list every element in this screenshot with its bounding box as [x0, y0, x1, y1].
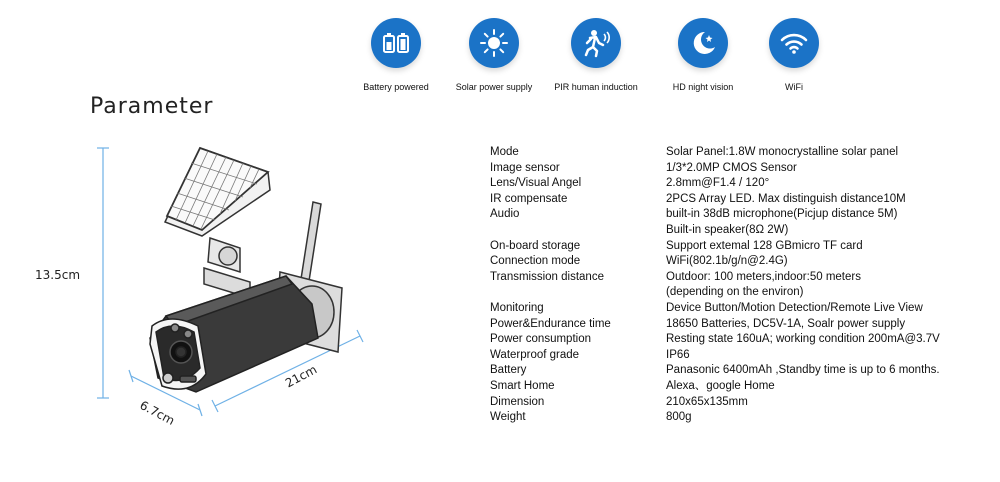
page-title: Parameter [90, 94, 214, 119]
spec-row-battery [490, 363, 990, 379]
spec-row-storage [490, 239, 990, 255]
spec-value: 1/3*2.0MP CMOS Sensor [666, 161, 797, 174]
spec-row-lens [490, 176, 990, 192]
spec-key: Connection mode [490, 255, 581, 268]
wifi-icon [769, 18, 819, 68]
spec-key: Weight [490, 411, 526, 424]
spec-row-power-consumption [490, 332, 990, 348]
spec-key: Waterproof grade [490, 348, 580, 361]
spec-row-mode [490, 145, 990, 161]
feature-icons-row [0, 0, 1000, 100]
moon-icon [678, 18, 728, 68]
spec-key: Dimension [490, 395, 545, 408]
feature-label: Battery powered [363, 82, 429, 92]
spec-key: Monitoring [490, 301, 544, 314]
feature-label: HD night vision [672, 82, 734, 92]
spec-key: Power consumption [490, 333, 591, 346]
camera-illustration [80, 130, 380, 430]
spec-value: 2PCS Array LED. Max distinguish distance10M [666, 192, 906, 205]
length-dimension-label: 21cm [283, 362, 320, 391]
spec-value: 18650 Batteries, DC5V-1A, Soalr power supply [666, 317, 906, 330]
spec-key: Audio [490, 208, 520, 221]
feature-wifi [734, 18, 854, 92]
spec-value: (depending on the environ) [666, 286, 804, 299]
spec-row-waterproof [490, 348, 990, 364]
spec-key: Image sensor [490, 161, 560, 174]
spec-key: Smart Home [490, 379, 555, 392]
spec-row-audio [490, 207, 990, 223]
spec-value: IP66 [666, 348, 690, 361]
spec-value: Outdoor: 100 meters,indoor:50 meters [666, 270, 861, 283]
spec-key: Battery [490, 364, 527, 377]
spec-value: built-in 38dB microphone(Picjup distance 5M) [666, 208, 898, 221]
spec-row-connection [490, 254, 990, 270]
battery-icon [371, 18, 421, 68]
spec-row-image-sensor [490, 161, 990, 177]
spec-row-monitoring [490, 301, 990, 317]
spec-value: Alexa、google Home [666, 379, 775, 392]
spec-row-transmission-continued [490, 285, 990, 301]
spec-value: Panasonic 6400mAh ,Standby time is up to 6 months. [666, 364, 940, 377]
spec-key: IR compensate [490, 192, 568, 205]
feature-pir [536, 18, 656, 92]
spec-key: Transmission distance [490, 270, 604, 283]
spec-value: 800g [666, 411, 692, 424]
height-dimension-line [97, 148, 109, 398]
spec-value: Device Button/Motion Detection/Remote Live View [666, 301, 923, 314]
spec-value: Support extemal 128 GBmicro TF card [666, 239, 863, 252]
spec-value: Solar Panel:1.8W monocrystalline solar panel [666, 146, 899, 158]
spec-value: 2.8mm@F1.4 / 120° [666, 177, 770, 190]
pir-motion-icon [571, 18, 621, 68]
sun-icon [469, 18, 519, 68]
solar-panel [165, 148, 270, 236]
spec-key: Mode [490, 146, 519, 158]
feature-label: Solar power supply [455, 82, 533, 92]
spec-table [490, 145, 990, 426]
spec-key: Lens/Visual Angel [490, 177, 582, 190]
spec-value: WiFi(802.1b/g/n@2.4G) [666, 255, 788, 268]
feature-label: PIR human induction [554, 82, 638, 92]
height-dimension-label: 13.5cm [35, 268, 81, 282]
spec-row-ir [490, 192, 990, 208]
spec-row-weight [490, 410, 990, 426]
spec-value: Built-in speaker(8Ω 2W) [666, 223, 789, 236]
width-dimension-label: 6.7cm [137, 398, 178, 428]
spec-row-audio-continued [490, 223, 990, 239]
spec-row-dimension [490, 395, 990, 411]
spec-row-power-endurance [490, 317, 990, 333]
spec-value: Resting state 160uA; working condition 200mA@3.7V [666, 333, 940, 346]
spec-value: 210x65x135mm [666, 395, 748, 408]
spec-key: On-board storage [490, 239, 581, 252]
spec-key: Power&Endurance time [490, 317, 611, 330]
mount-bracket [204, 238, 250, 298]
spec-row-transmission [490, 270, 990, 286]
spec-row-smart-home [490, 379, 990, 395]
feature-label: WiFi [785, 82, 803, 92]
